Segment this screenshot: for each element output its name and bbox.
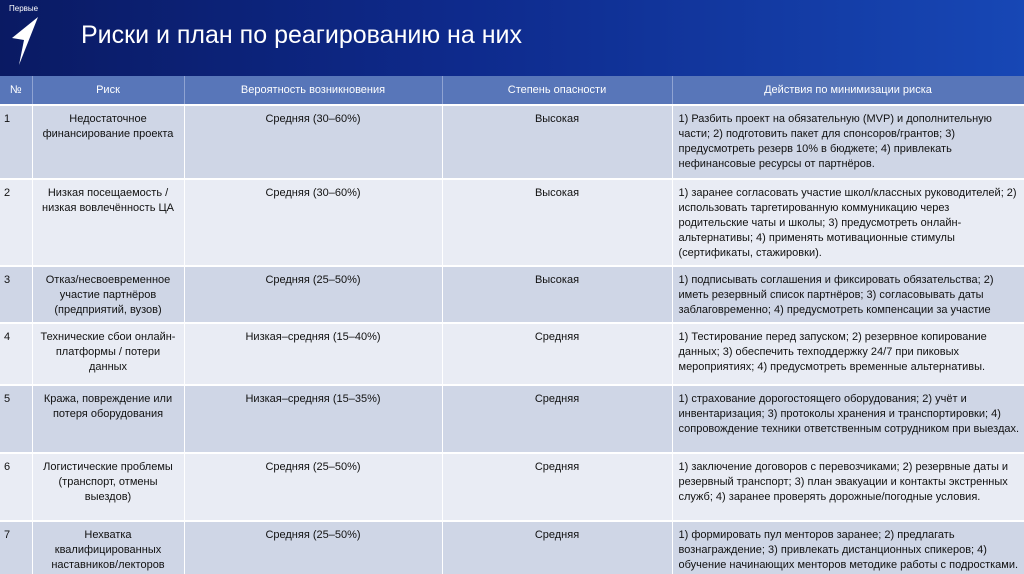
probability-cell: Средняя (25–50%) [184,521,442,574]
row-number: 4 [0,323,32,385]
slide-title: Риски и план по реагированию на них [81,21,522,49]
actions-cell: 1) заранее согласовать участие школ/классных руководителей; 2) использовать таргетированную коммуникацию через родительские чаты и школы; 3) предусмотреть онлайн-альтернативы; 4) применять мотивационные стимулы (сертификаты, стажировки). [672,179,1024,266]
header-severity: Степень опасности [442,76,672,105]
probability-cell: Средняя (30–60%) [184,105,442,179]
actions-cell: 1) Тестирование перед запуском; 2) резервное копирование данных; 3) обеспечить техподдержку 24/7 при пиковых мероприятиях; 4) предусмотреть временные альтернативы. [672,323,1024,385]
table-row [0,521,1024,574]
table-row [0,453,1024,521]
table-row [0,266,1024,323]
severity-cell: Высокая [442,105,672,179]
actions-cell: 1) Разбить проект на обязательную (MVP) и дополнительную части; 2) подготовить пакет для спонсоров/грантов; 3) предусмотреть резерв 10% в бюджете; 4) привлекать нефинансовые ресурсы от партнёров. [672,105,1024,179]
risk-cell: Технические сбои онлайн-платформы / потери данных [32,323,184,385]
row-number: 1 [0,105,32,179]
header-actions: Действия по минимизации риска [672,76,1024,105]
header-number: № [0,76,32,105]
severity-cell: Средняя [442,323,672,385]
risk-cell: Недостаточное финансирование проекта [32,105,184,179]
row-number: 7 [0,521,32,574]
probability-cell: Средняя (25–50%) [184,266,442,323]
row-number: 3 [0,266,32,323]
severity-cell: Высокая [442,179,672,266]
actions-cell: 1) формировать пул менторов заранее; 2) предлагать вознаграждение; 3) привлекать дистанционных спикеров; 4) обучение начинающих менторов методике работы с подростками. [672,521,1024,574]
risk-table-container [0,76,1024,574]
actions-cell: 1) заключение договоров с перевозчиками; 2) резервные даты и резервный транспорт; 3) план эвакуации и контакты экстренных служб; 4) заранее проверять дорожные/погодные условия. [672,453,1024,521]
risk-cell: Отказ/несвоевременное участие партнёров (предприятий, вузов) [32,266,184,323]
risk-cell: Логистические проблемы (транспорт, отмены выездов) [32,453,184,521]
severity-cell: Средняя [442,453,672,521]
title-banner [0,0,1024,76]
row-number: 5 [0,385,32,453]
logo-arrow-icon [10,15,40,67]
table-row [0,179,1024,266]
risk-cell: Низкая посещаемость / низкая вовлечённость ЦА [32,179,184,266]
row-number: 6 [0,453,32,521]
row-number: 2 [0,179,32,266]
header-probability: Вероятность возникновения [184,76,442,105]
risk-cell: Кража, повреждение или потеря оборудования [32,385,184,453]
probability-cell: Низкая–средняя (15–35%) [184,385,442,453]
severity-cell: Средняя [442,521,672,574]
probability-cell: Средняя (25–50%) [184,453,442,521]
actions-cell: 1) подписывать соглашения и фиксировать обязательства; 2) иметь резервный список партнёров; 3) согласовывать даты заблаговременно; 4) предусмотреть компенсации за участие [672,266,1024,323]
probability-cell: Низкая–средняя (15–40%) [184,323,442,385]
table-header-row [0,76,1024,105]
severity-cell: Средняя [442,385,672,453]
actions-cell: 1) страхование дорогостоящего оборудования; 2) учёт и инвентаризация; 3) протоколы хранения и транспортировки; 4) сопровождение техники ответственным сотрудником при выездах. [672,385,1024,453]
logo-text: Первые [9,4,39,13]
probability-cell: Средняя (30–60%) [184,179,442,266]
table-row [0,105,1024,179]
risk-table [0,76,1024,574]
table-row [0,323,1024,385]
header-risk: Риск [32,76,184,105]
risk-cell: Нехватка квалифицированных наставников/лекторов [32,521,184,574]
table-row [0,385,1024,453]
severity-cell: Высокая [442,266,672,323]
